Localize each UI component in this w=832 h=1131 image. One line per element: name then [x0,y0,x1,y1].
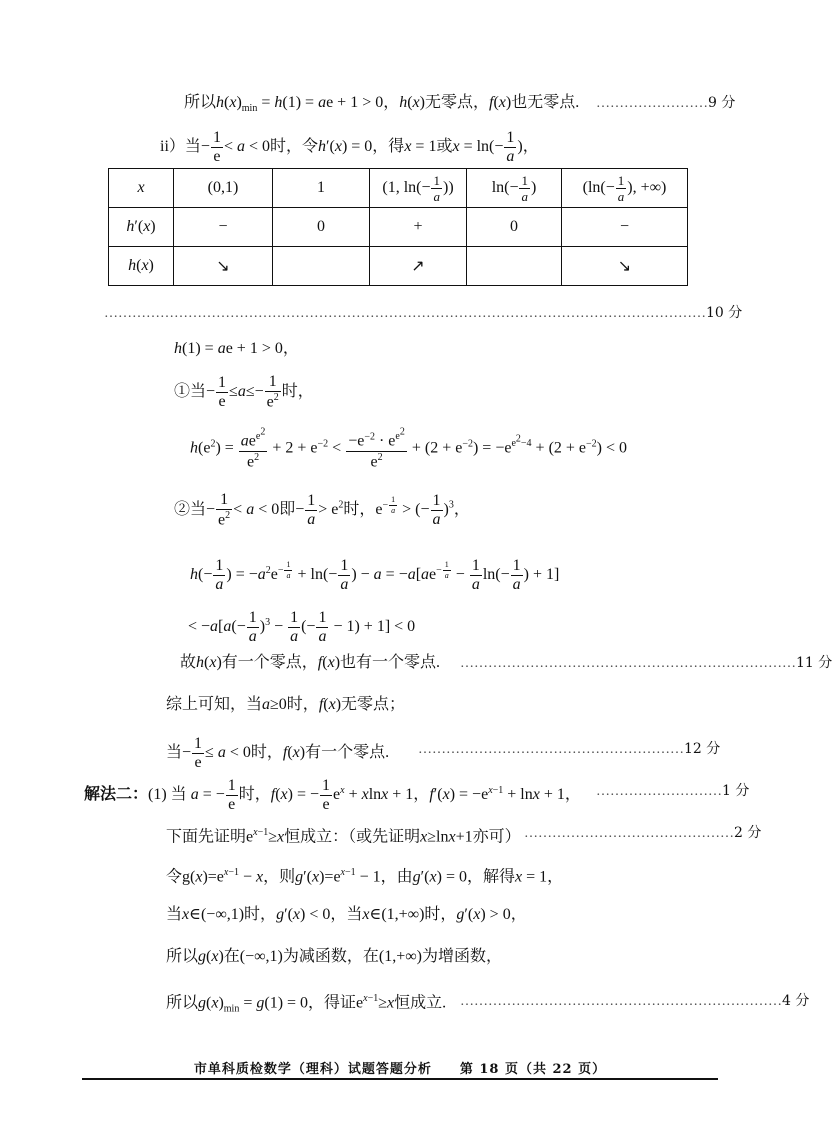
h1-line: h(1) = ae + 1 > 0， [174,340,299,357]
score-4: ……………………………………………………………4 分 [460,993,810,1009]
increase-arrow-icon: ↗ [370,247,467,286]
table-row-h [109,247,688,286]
conclusion-line-min-value: 所以$h(x)_{min} = h(1)$ = ae + 1 > 0，h(x)无零点，f(x)也无零点. [184,94,580,115]
g-sign-line: 当x∈(−∞,1)时，g′(x) < 0，当x∈(1,+∞)时，g′(x) > 0， [166,906,527,923]
inequality-continuation: < −a[a(− $\frac{1}{a}$ )$^3$ − $\frac{1}{a}$ (− $\frac{1}{a}$ − 1) + 1] < 0 [188,609,416,645]
prove-inequality-line: 下面先证明$e^{x-1}\ge x$恒成立：（或先证明x≥lnx+1亦可） [166,827,521,846]
table-row-x [109,169,688,208]
table-cell: 1 [273,169,370,208]
g-min-line: 所以$g(x)_{min} = g(1) = 0$，得证$e^{x-1}\ge x$恒成立. [166,993,447,1015]
score-9: ……………………9 分 [596,95,736,111]
table-cell [467,247,562,286]
score-10: …………………………………………………………………………………………………………………10 分 [104,305,743,321]
table-cell: (0,1) [174,169,273,208]
decrease-arrow-icon: ↘ [174,247,273,286]
table-cell: (1, ln(− $\frac{1}{a}$ )) [370,169,467,208]
score-12: …………………………………………………12 分 [418,741,721,757]
table-cell: 0 [467,208,562,247]
case-2-line: ②当− $\frac{1}{e^2}$ < a < 0即− $\frac{1}{a}$ > $e^2$时，$e^{- \frac{1}{a}}$ > (− $\frac{1}{a}$ )$^3$， [174,491,470,529]
footer-divider [82,1078,718,1080]
define-g-line: 令$g(x)=e^{x-1} - x$，则$g'(x)=e^{x-1} - 1$，由g′(x) = 0，解得x = 1， [166,867,564,886]
score-1: ………………………1 分 [596,783,750,799]
one-zero-conclusion: 故h(x)有一个零点，f(x)也有一个零点. [180,654,441,671]
table-row-derivative [109,208,688,247]
h-minus-inverse-a: h(− $\frac{1}{a}$ ) = $-a^2e^{- \frac{1}{a}}$ + ln(− $\frac{1}{a}$ ) − $a = -a[ae^{- \frac{1}{a}}$ − $\frac{1}{a}$ ln(− $\frac{1}{a}$ ) + 1] [190,557,560,593]
table-cell: ln(− $\frac{1}{a}$ ) [467,169,562,208]
score-11: ………………………………………………………………11 分 [460,655,832,671]
score-2: ………………………………………2 分 [524,825,762,841]
monotonicity-table [108,168,688,286]
summary-line-2: 当− $\frac{1}{e}$ ≤ a < 0时，f(x)有一个零点. [166,735,390,771]
decrease-arrow-icon: ↘ [562,247,688,286]
table-cell: − [562,208,688,247]
table-cell: − [174,208,273,247]
case-ii-line: ii）当− $\frac{1}{e}$ < a < 0时，令h′(x) = 0，得x = 1或x = ln(− $\frac{1}{a}$ )， [160,129,539,165]
g-monotonic-line: 所以g(x)在(−∞,1)为减函数，在(1,+∞)为增函数， [166,948,502,965]
table-header-h: h(x) [109,247,174,286]
table-cell: 0 [273,208,370,247]
table-cell: + [370,208,467,247]
solution-2-line: 解法二：(1) 当 a = − $\frac{1}{e}$ 时，f(x) = − $\frac{1}{e}$ $e^x + xlnx + 1$，$f'(x) = -e^{x-1} + \ln x + 1$， [84,777,581,813]
case-1-line: ①当− $\frac{1}{e}$ ≤a≤− $\frac{1}{e^2}$ 时， [174,373,314,411]
summary-line: 综上可知，当a≥0时，f(x)无零点； [166,696,406,713]
table-cell [273,247,370,286]
table-cell: (ln(− $\frac{1}{a}$ ), +∞) [562,169,688,208]
h-e2-inequality: $h(e^2)$ = $\frac{ae^{e^2}}{e^2}$ + $2 + e^{-2}$ < $\frac{-e^{-2} \cdot e^{e^2}}{e^2}$ + $(2 + e^{-2}) = -e^{e^2-4} + (2 + e^{-2}) < 0$ [190,427,628,470]
table-header-derivative: h′(x) [109,208,174,247]
page-footer: 市单科质检数学（理科）试题答题分析 第 18 页（共 22 页） [193,1062,607,1077]
table-header-x: x [109,169,174,208]
